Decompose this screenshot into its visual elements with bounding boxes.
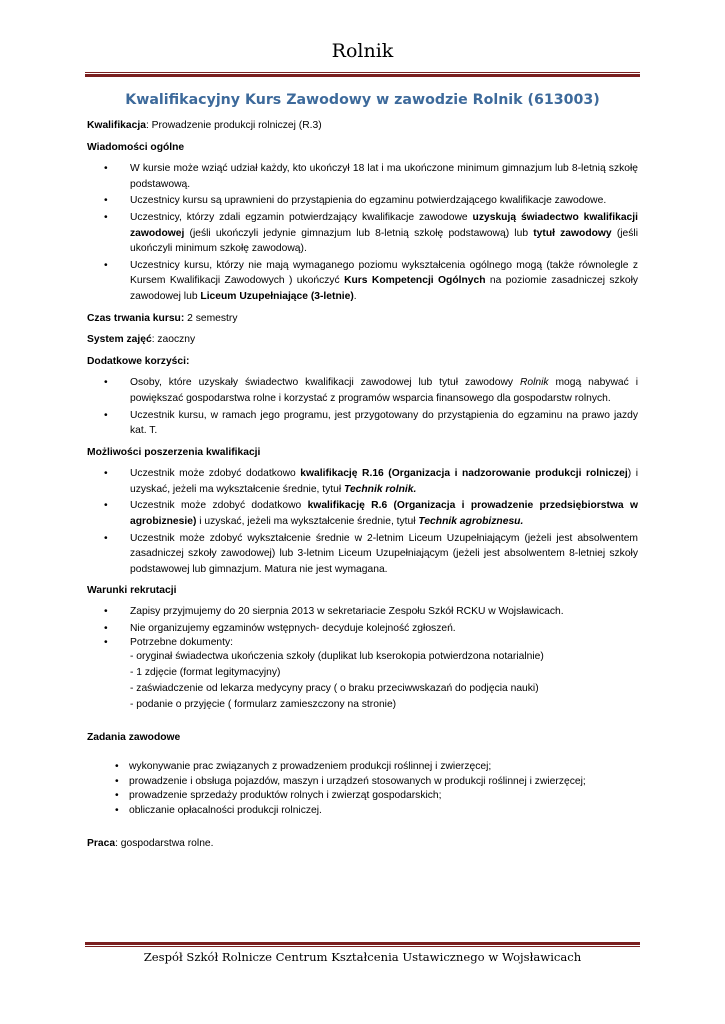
document-body — [87, 118, 638, 858]
text-span: Osoby, które uzyskały świadectwo kwalifikacji zawodowej lub tytuł zawodowy — [130, 377, 520, 389]
benefits-heading: Dodatkowe korzyści: — [87, 355, 190, 367]
text-span-bold: kwalifikację R.16 (Organizacja i nadzorowanie produkcji rolniczej — [300, 468, 628, 480]
text-span-bold-italic: Technik rolnik. — [344, 483, 417, 495]
list-item — [87, 531, 638, 578]
list-item — [87, 375, 638, 406]
list-item — [87, 193, 638, 209]
tasks-heading: Zadania zawodowe — [87, 732, 181, 744]
list-item-text: Nie organizujemy egzaminów wstępnych- decyduje kolejność zgłoszeń. — [130, 623, 456, 635]
text-span-bold-italic: Technik agrobiznesu. — [418, 516, 524, 528]
text-span-bold: Kurs Kompetencji Ogólnych — [344, 275, 486, 287]
list-item: - 1 zdjęcie (format legitymacyjny) — [130, 667, 281, 679]
list-item: • wykonywanie prac związanych z prowadzeniem produkcji roślinnej i zwierzęcej; — [87, 760, 638, 774]
qualification-line — [87, 118, 638, 134]
list-item — [87, 498, 638, 529]
list-item — [87, 408, 638, 439]
list-item: • prowadzenie sprzedaży produktów rolnych i zwierząt gospodarskich; — [87, 789, 638, 803]
list-item: - podanie o przyjęcie ( formularz zamieszczony na stronie) — [130, 699, 397, 711]
text-span: na poziomie zasadniczej szkoły zawodowej lub — [130, 275, 639, 302]
list-item-text: Uczestnik kursu, w ramach jego programu, jest przygotowany do przystąpienia do egzaminu na prawo jazdy kat. T. — [130, 409, 638, 437]
text-span: . — [353, 290, 357, 302]
recruitment-heading: Warunki rekrutacji — [87, 585, 177, 597]
page-header-title: Rolnik — [331, 40, 394, 62]
document-title: Kwalifikacyjny Kurs Zawodowy w zawodzie Rolnik (613003) — [125, 92, 600, 108]
text-span: Uczestnicy, którzy zdali egzamin potwierdzający kwalifikacje zawodowe — [130, 211, 473, 223]
text-span: (jeśli ukończyli jedynie gimnazjum lub 8-letnią szkołę podstawową) lub — [184, 227, 534, 239]
text-span-bold: tytuł zawodowy — [533, 227, 612, 239]
text-span: i uzyskać, jeżeli ma wykształcenie średnie, tytuł — [196, 516, 419, 528]
text-span: Uczestnik może zdobyć dodatkowo — [130, 468, 301, 480]
documents-list — [130, 649, 638, 712]
text-span-bold: Liceum Uzupełniające (3-letnie) — [200, 290, 354, 302]
extension-list — [87, 466, 638, 577]
text-span-bold: kwalifikację R.6 (Organizacja i prowadzenie przedsiębiorstwa w agrobiznesie) — [130, 500, 638, 528]
list-item — [87, 210, 638, 257]
list-item-text: Potrzebne dokumenty: — [130, 636, 234, 648]
list-item — [87, 605, 638, 618]
qualification-label: Kwalifikacja — [87, 120, 146, 131]
list-item: • obliczanie opłacalności produkcji rolniczej. — [87, 804, 638, 818]
list-item — [87, 636, 638, 649]
work-line — [87, 836, 638, 852]
text-span: mogą nabywać i powiększać gospodarstwa rolne i korzystać z programów wsparcia finansowego dla gospodarstw rolnych. — [130, 377, 638, 404]
list-item — [87, 258, 638, 305]
list-item: - zaświadczenie od lekarza medycyny pracy ( o braku przeciwwskazań do podjęcia nauki) — [130, 683, 539, 695]
benefits-list — [87, 375, 638, 438]
extension-heading: Możliwości poszerzenia kwalifikacji — [87, 446, 261, 458]
system-line — [87, 332, 638, 348]
list-item: • prowadzenie i obsługa pojazdów, maszyn i urządzeń stosowanych w produkcji roślinnej i zwierzęcej; — [87, 775, 638, 789]
list-item-text: Uczestnicy kursu są uprawnieni do przystąpienia do egzaminu potwierdzającego kwalifikacje zawodowe. — [130, 195, 607, 207]
recruitment-list — [87, 605, 638, 649]
text-span: ) i uzyskać, jeżeli ma wykształcenie średnie, tytuł — [130, 468, 638, 495]
duration-label: Czas trwania kursu: — [87, 312, 185, 324]
list-item — [87, 466, 638, 497]
text-span: Uczestnicy kursu, którzy nie mają wymaganego poziomu wykształcenia ogólnego mogą (także równolegle z Kursem Kwalifikacji Zawodowych ) ukończyć — [130, 259, 638, 287]
system-value: : zaoczny — [151, 334, 196, 346]
list-item — [87, 161, 638, 192]
footer-text: Zespół Szkół Rolnicze Centrum Kształcenia Ustawicznego w Wojsławicach — [143, 950, 582, 964]
header-rule — [85, 72, 640, 77]
duration-value: 2 semestry — [184, 312, 238, 324]
qualification-value: : Prowadzenie produkcji rolniczej (R.3) — [145, 120, 322, 131]
text-span-italic: Rolnik — [519, 377, 549, 389]
duration-line — [87, 311, 638, 327]
footer-rule — [85, 942, 640, 947]
system-label: System zajęć — [87, 334, 152, 346]
tasks-list — [87, 760, 638, 818]
general-list — [87, 161, 638, 304]
list-item-text: Zapisy przyjmujemy do 20 sierpnia 2013 w sekretariacie Zespołu Szkół RCKU w Wojsławicach. — [130, 606, 564, 618]
general-heading: Wiadomości ogólne — [87, 141, 185, 153]
list-item: - oryginał świadectwa ukończenia szkoły (duplikat lub kserokopia potwierdzona notarialnie) — [130, 651, 544, 663]
list-item — [87, 622, 638, 635]
text-span: (jeśli ukończyli minimum szkołę zawodową). — [130, 227, 639, 255]
text-span: Uczestnik może zdobyć dodatkowo — [130, 500, 308, 512]
work-label: Praca — [87, 838, 116, 850]
text-span-bold: uzyskują świadectwo kwalifikacji zawodowej — [130, 211, 639, 239]
list-item-text: W kursie może wziąć udział każdy, kto ukończył 18 lat i ma ukończone minimum gimnazjum lub 8-letnią szkołę podstawową. — [130, 163, 638, 190]
work-value: : gospodarstwa rolne. — [115, 838, 214, 850]
list-item-text: Uczestnik może zdobyć wykształcenie średnie w 2-letnim Liceum Uzupełniającym (jeżeli jest absolwentem zasadniczej szkoły zawodowej) lub 3-letnim Liceum Uzupełniającym (jeżeli jest absolwentem 8-letniej szkoły podstawowej lub gimnazjum. Matura nie jest wymagana. — [130, 532, 638, 575]
